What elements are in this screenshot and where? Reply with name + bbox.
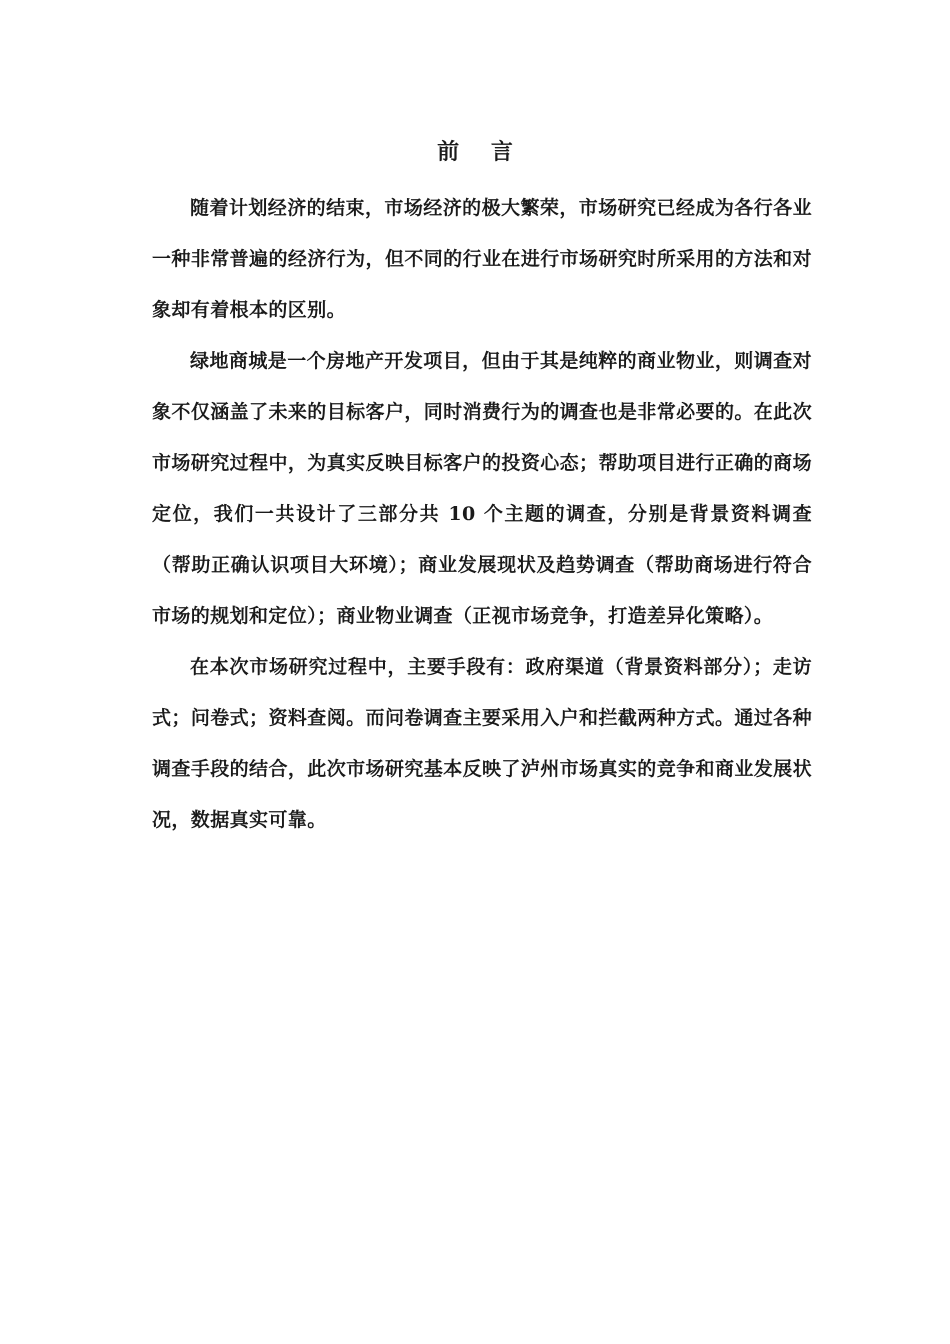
paragraph-2: 绿地商城是一个房地产开发项目，但由于其是纯粹的商业物业，则调查对象不仅涵盖了未来的目标客户，同时消费行为的调查也是非常必要的。在此次市场研究过程中，为真实反映目标客户的投资心态；帮助项目进行正确的商场定位，我们一共设计了三部分共 10 个主题的调查，分别是背景资料调查（帮助正确认识项目大环境）；商业发展现状及趋势调查（帮助商场进行符合市场的规划和定位）；商业物业调查（正视市场竞争，打造差异化策略）。 (152, 350, 812, 627)
paragraph-1: 随着计划经济的结束，市场经济的极大繁荣，市场研究已经成为各行各业一种非常普遍的经济行为，但不同的行业在进行市场研究时所采用的方法和对象却有着根本的区别。 (152, 197, 812, 321)
page-title: 前 言 (437, 139, 525, 165)
paragraph-3: 在本次市场研究过程中，主要手段有：政府渠道（背景资料部分）；走访式；问卷式；资料查阅。而问卷调查主要采用入户和拦截两种方式。通过各种调查手段的结合，此次市场研究基本反映了泸州市场真实的竞争和商业发展状况，数据真实可靠。 (152, 656, 812, 831)
body-text (152, 183, 812, 846)
